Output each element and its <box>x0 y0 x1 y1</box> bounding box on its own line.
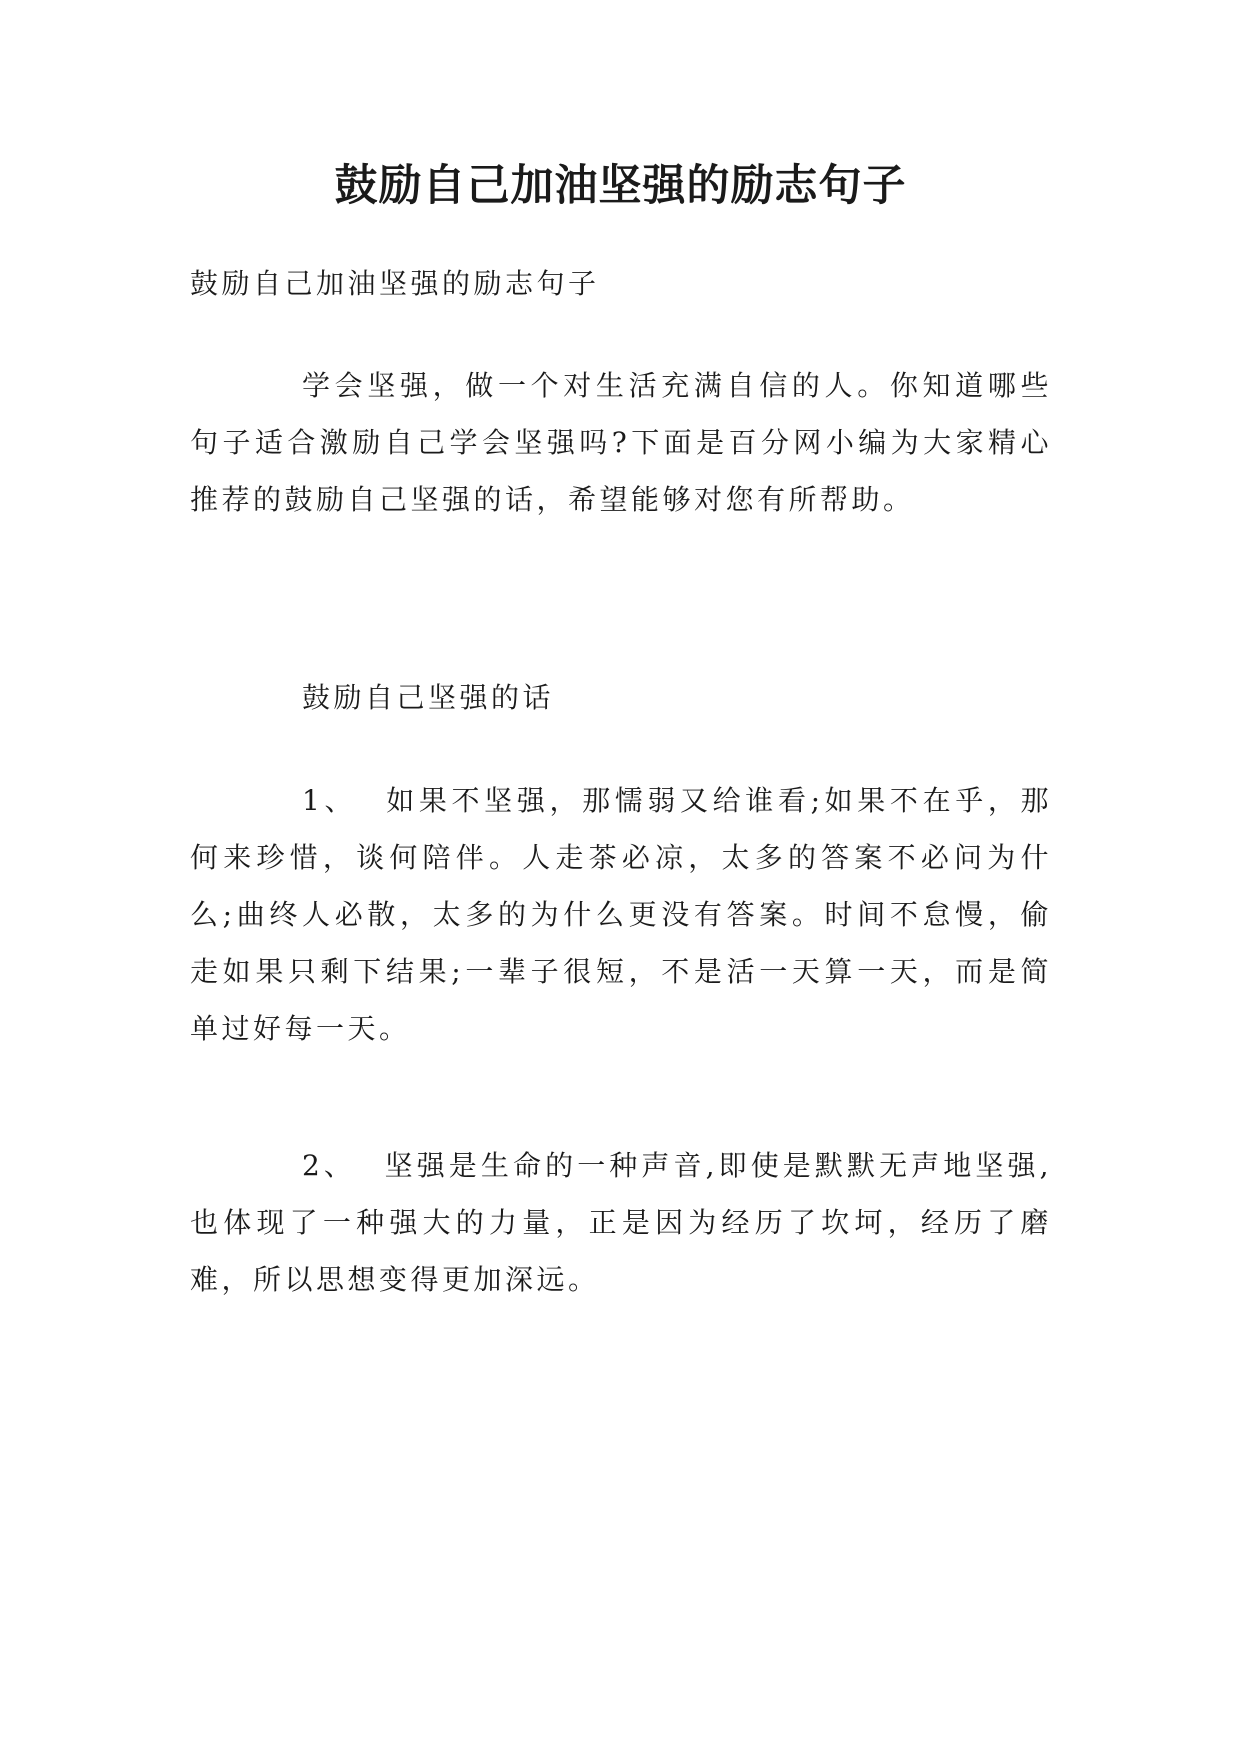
document-title: 鼓励自己加油坚强的励志句子 <box>334 161 907 211</box>
intro-paragraph: 学会坚强，做一个对生活充满自信的人。你知道哪些句子适合激励自己学会坚强吗?下面是百分网小编为大家精心推荐的鼓励自己坚强的话，希望能够对您有所帮助。 <box>190 369 1052 516</box>
section-heading: 鼓励自己坚强的话 <box>302 681 555 714</box>
list-item-text: 如果不坚强，那懦弱又给谁看;如果不在乎，那何来珍惜，谈何陪伴。人走茶必凉，太多的答案不必问为什么;曲终人必散，太多的为什么更没有答案。时间不怠慢，偷走如果只剩下结果;一辈子很短，不是活一天算一天，而是简单过好每一天。 <box>190 784 1052 1045</box>
list-item-number: 2、 <box>302 1149 357 1182</box>
list-item <box>190 772 1052 1057</box>
list-item <box>190 1137 1052 1308</box>
list-item-number: 1、 <box>302 784 358 817</box>
document-subtitle: 鼓励自己加油坚强的励志句子 <box>190 267 600 300</box>
list-item-text: 坚强是生命的一种声音,即使是默默无声地坚强,也体现了一种强大的力量，正是因为经历了坎坷，经历了磨难，所以思想变得更加深远。 <box>190 1149 1052 1296</box>
